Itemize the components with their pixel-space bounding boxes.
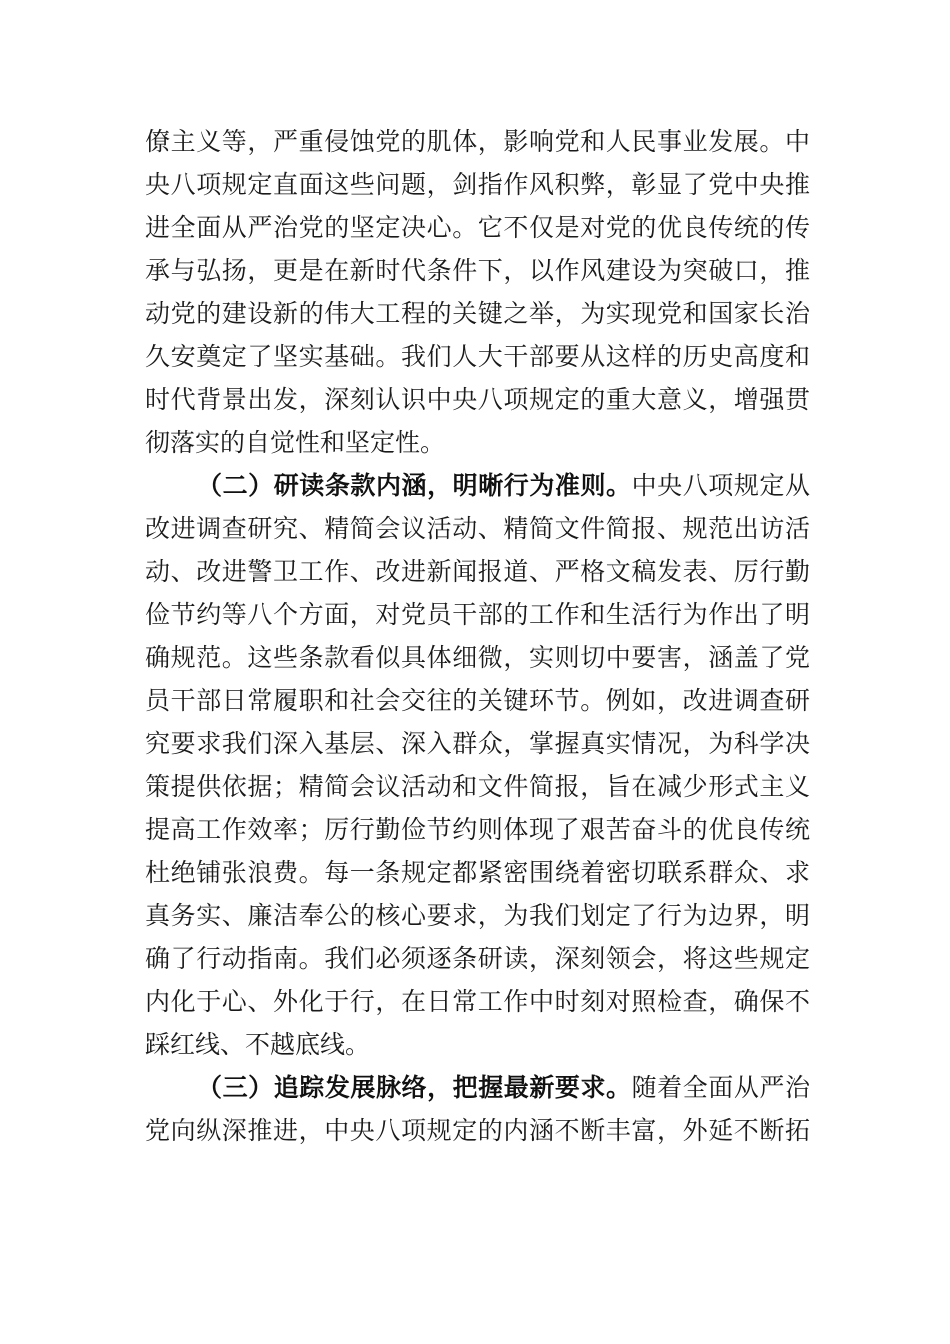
paragraph-line: 内化于心、外化于行，在日常工作中时刻对照检查，确保不 [145, 987, 810, 1016]
section-2-first-line [197, 466, 810, 506]
paragraph-line: 央八项规定直面这些问题，剑指作风积弊，彰显了党中央推 [145, 170, 810, 199]
section-2-heading: （二）研读条款内涵，明晰行为准则。 [197, 471, 632, 500]
paragraph-line: 党向纵深推进，中央八项规定的内涵不断丰富，外延不断拓 [145, 1116, 810, 1145]
paragraph-line: 僚主义等，严重侵蚀党的肌体，影响党和人民事业发展。中 [145, 127, 810, 156]
section-3-heading: （三）追踪发展脉络，把握最新要求。 [197, 1073, 632, 1102]
paragraph-line: 确规范。这些条款看似具体细微，实则切中要害，涵盖了党 [145, 643, 810, 672]
section-3-first-line [197, 1068, 810, 1108]
paragraph-line: 时代背景出发，深刻认识中央八项规定的重大意义，增强贯 [145, 385, 810, 414]
paragraph-line: 确了行动指南。我们必须逐条研读，深刻领会，将这些规定 [145, 944, 810, 973]
section-2-first-line-text: 中央八项规定从 [631, 471, 810, 500]
paragraph-line: 真务实、廉洁奉公的核心要求，为我们划定了行为边界，明 [145, 901, 810, 930]
paragraph-line: 员干部日常履职和社会交往的关键环节。例如，改进调查研 [145, 686, 810, 715]
paragraph-line: 进全面从严治党的坚定决心。它不仅是对党的优良传统的传 [145, 213, 810, 242]
paragraph-line: 提高工作效率；厉行勤俭节约则体现了艰苦奋斗的优良传统 [145, 815, 810, 844]
paragraph-line: 久安奠定了坚实基础。我们人大干部要从这样的历史高度和 [145, 342, 810, 371]
paragraph-line: 俭节约等八个方面，对党员干部的工作和生活行为作出了明 [145, 600, 810, 629]
paragraph-line: 动、改进警卫工作、改进新闻报道、严格文稿发表、厉行勤 [145, 557, 810, 586]
paragraph-line: 承与弘扬，更是在新时代条件下，以作风建设为突破口，推 [145, 256, 810, 285]
paragraph-line: 动党的建设新的伟大工程的关键之举，为实现党和国家长治 [145, 299, 810, 328]
section-3-first-line-text: 随着全面从严治 [631, 1073, 810, 1102]
paragraph-line: 改进调查研究、精简会议活动、精简文件简报、规范出访活 [145, 514, 810, 543]
paragraph-line: 杜绝铺张浪费。每一条规定都紧密围绕着密切联系群众、求 [145, 858, 810, 887]
paragraph-line: 踩红线、不越底线。 [145, 1030, 371, 1059]
paragraph-line: 策提供依据；精简会议活动和文件简报，旨在减少形式主义 [145, 772, 810, 801]
paragraph-line: 究要求我们深入基层、深入群众，掌握真实情况，为科学决 [145, 729, 810, 758]
paragraph-line: 彻落实的自觉性和坚定性。 [145, 428, 446, 457]
